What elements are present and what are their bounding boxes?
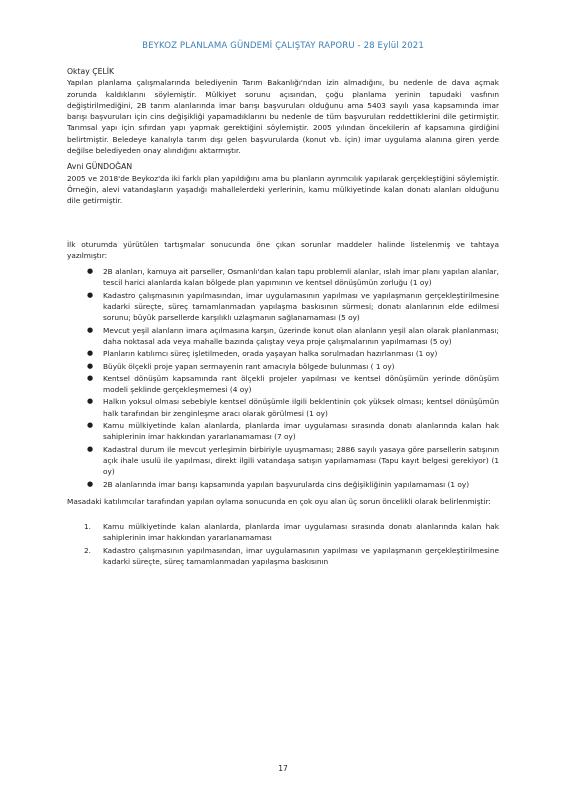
issue-item (67, 479, 499, 490)
issue-text: Halkın yoksul olması sebebiyle kentsel dönüşümle ilgili beklentinin çok yüksek olması; kentsel dönüşümün halk tarafından bir zenginleşme aracı olarak görülmesi (1 oy) (103, 397, 499, 418)
bullet-icon: ● (87, 397, 94, 406)
page-number: 17 (278, 764, 288, 773)
issue-text: Büyük ölçekli proje yapan sermayenin rant amacıyla bölgede bulunması ( 1 oy) (103, 361, 395, 371)
issues-intro: İlk oturumda yürütülen tartışmalar sonucunda öne çıkan sorunlar maddeler halinde listelenmiş ve tahtaya yazılmıştır: (67, 239, 499, 260)
vote-intro: Masadaki katılımcılar tarafından yapılan oylama sonucunda en çok oyu alan üç sorun öncelikli olarak belirlenmiştir: (67, 496, 491, 506)
item-number: 1. (84, 522, 92, 532)
top-issue-text: Kamu mülkiyetinde kalan alanlarda, planlarda imar uygulaması sırasında donatı alanlarında kalan hak sahiplerinin imar hakkından yararlanamaması (103, 522, 499, 543)
issue-text: Mevcut yeşil alanların imara açılmasına karşın, üzerinde konut olan alanların yeşil alan olarak planlanması; daha noktasal ada veya mahalle bazında çalıştay veya proje çalışmalarının yapılmaması (5 oy) (103, 325, 499, 346)
issue-text: Kentsel dönüşüm kapsamında rant ölçekli projeler yapılması ve kentsel dönüşümün yerinde dönüşüm modeli şeklinde gerçekleşmemesi (4 oy) (103, 373, 499, 395)
issues-list (67, 266, 499, 490)
speaker-statement: 2005 ve 2018'de Beykoz'da iki farklı plan yapıldığını ama bu planların ayrımcılık yapılarak gerçekleştiğini söylemiştir. Örneğin, alevi vatandaşların yaşadığı mahallelerdeki yerlerinin, kamu mülkiyetinde kalan donatı alanları olduğunu dile getirmiştir. (67, 173, 499, 206)
issue-item (67, 361, 499, 372)
section-spacer (67, 212, 499, 239)
issue-item (67, 290, 499, 324)
speaker-name: Avni GÜNDOĞAN (67, 162, 133, 172)
issue-text: Kadastral durum ile mevcut yerleşimin birbiriyle uyuşmaması; 2886 sayılı yasaya göre parsellerin satışının açık ihale usulü ile yapılması, direkt ilgili vatandaşa satışın yapılamaması (Tapu kayıt belgesi gerekiyor) (1 oy) (103, 444, 499, 477)
bullet-icon: ● (87, 373, 94, 382)
speaker-name: Oktay ÇELİK (67, 67, 115, 76)
bullet-icon: ● (87, 349, 94, 358)
top-issues-list (67, 521, 499, 567)
issue-item (67, 373, 499, 396)
issue-text: Kadastro çalışmasının yapılmasından, imar uygulamasının yapılması ve yapılaşmanın gerçekleştirilmesine kadarki süreçte, süreç tamamlanmadan yapılaşma baskısının sürmesi; donatı alanlarının elde edilmesi sorunu; büyük parsellerde karşılıklı uzlaşmanın sağlanamaması (5 oy) (103, 290, 499, 323)
item-number: 2. (84, 545, 92, 555)
bullet-icon: ● (87, 290, 94, 299)
issue-item (67, 325, 499, 348)
issue-item (67, 420, 499, 443)
issue-item (67, 396, 499, 419)
top-issue-item (67, 545, 499, 568)
issue-text: Kamu mülkiyetinde kalan alanlarda, planlarda imar uygulaması sırasında donatı alanlarında kalan hak sahiplerinin imar hakkından yararlanamaması (7 oy) (103, 421, 499, 442)
issue-item (67, 266, 499, 289)
issue-text: Planların katılımcı süreç işletilmeden, orada yaşayan halka sorulmadan hazırlanması (1 oy) (103, 349, 438, 359)
bullet-icon: ● (87, 267, 94, 276)
bullet-icon: ● (87, 421, 94, 430)
top-issue-item (67, 521, 499, 544)
bullet-icon: ● (87, 444, 94, 453)
bullet-icon: ● (87, 325, 94, 334)
page-content (67, 66, 499, 568)
issue-item (67, 444, 499, 478)
speaker-statement: Yapılan planlama çalışmalarında belediyenin Tarım Bakanlığı'ndan izin almadığını, bu nedenle de dava açmak zorunda kaldıklarını söylemiştir. Mülkiyet sorunu açısından, çoğu planlama yerinin tapudaki vasfının değiştirilmediğini, 2B tarım alanlarında imar barışı başvuruları olduğunu ama 5403 sayılı yasa kapsamında imar barışı başvuruları için cins değişikliği yapamadıklarını bu nedenle de tüm başvuruları reddettiklerini dile getirmiştir. Tarımsal yapı için sıfırdan yapı yapmak gerektiğini söylemiştir. 2005 yılından öncekilerin af kapsamına girdiğini belirtmiştir. Beledeye kanalıyla tarım dışı gelen başvurularda (konut vb. için) imar uygulama alanına giren yerde değilse belediyeden onay alındığını aktarmıştır. (67, 78, 499, 156)
issue-item (67, 348, 499, 359)
issue-text: 2B alanları, kamuya ait parseller, Osmanlı'dan kalan tapu problemli alanlar, ıslah imar planı yapılan alanlar, tescil harici alanlarda kalan bölgede plan yapımının ve kentsel dönüşümün zorluğu (1 oy) (103, 267, 499, 288)
top-issue-text: Kadastro çalışmasının yapılmasından, imar uygulamasının yapılması ve yapılaşmanın gerçekleştirilmesine kadarki süreçte, süreç tamamlanmadan yapılaşma baskısının (103, 545, 499, 566)
report-header: BEYKOZ PLANLAMA GÜNDEMİ ÇALIŞTAY RAPORU - 28 Eylül 2021 (142, 41, 424, 51)
bullet-icon: ● (87, 361, 94, 370)
issue-text: 2B alanlarında imar barışı kapsamında yapılan başvurularda cins değişikliğinin yapılamaması (1 oy) (103, 479, 470, 489)
bullet-icon: ● (87, 479, 94, 488)
